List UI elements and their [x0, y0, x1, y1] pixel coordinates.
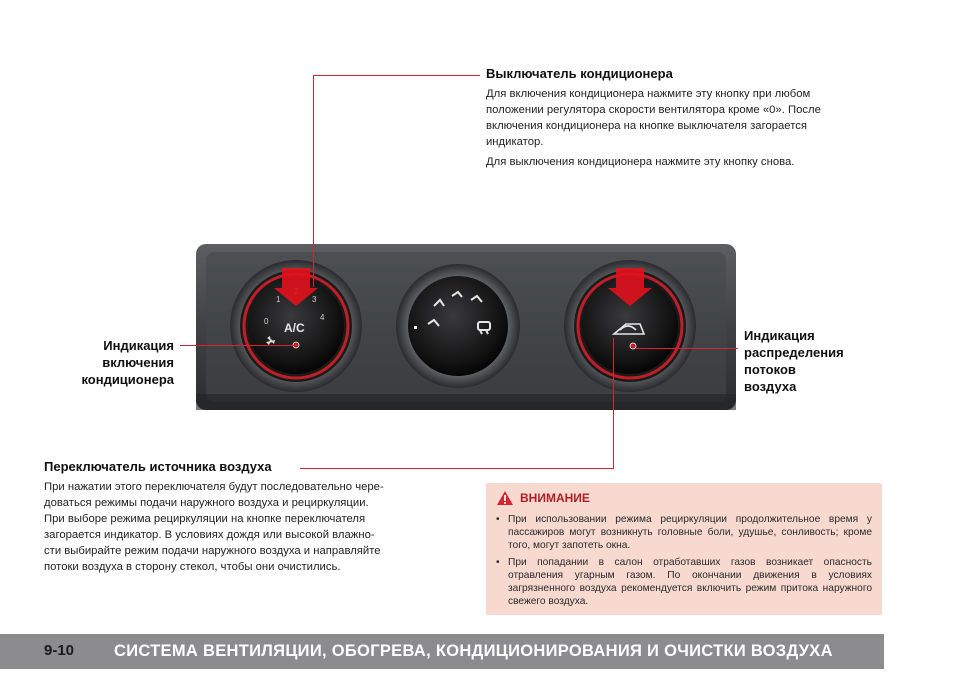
- fan-scale-4: 4: [320, 313, 325, 322]
- warning-item: • При использовании режима рециркуляции продолжительное время у пассажиров могут возникнуть головные боли, удушье, сонливость; кроме того, могут запотеть окна.: [494, 513, 872, 552]
- callout-line-air-source-horizontal: [300, 468, 614, 469]
- warning-list: [494, 513, 872, 612]
- chapter-title: СИСТЕМА ВЕНТИЛЯЦИИ, ОБОГРЕВА, КОНДИЦИОНИРОВАНИЯ И ОЧИСТКИ ВОЗДУХА: [114, 642, 833, 660]
- text-line: загорается индикатор. В условиях дождя или высокой влажно-: [44, 529, 375, 541]
- warning-item: • При попадании в салон отработавших газов возникает опасность отравления угарным газом. По окончании движения в условиях загрязненного воздуха рекомендуется включить режим притока наружного свежего воздуха.: [494, 556, 872, 608]
- text-line: При нажатии этого переключателя будут последовательно чере-: [44, 481, 384, 493]
- label-line: Индикация: [744, 328, 815, 343]
- flow-indicator-label: [744, 327, 884, 395]
- ac-indicator-label: [40, 337, 174, 388]
- text-line: включения кондиционера на кнопке выключателя загорается: [486, 120, 808, 132]
- text-line: доваться режимы подачи наружного воздуха и рециркуляции.: [44, 497, 369, 509]
- ac-switch-description: [486, 86, 882, 170]
- warning-box: [486, 483, 882, 615]
- text-line: Для выключения кондиционера нажмите эту кнопку снова.: [486, 156, 795, 168]
- text-line: положении регулятора скорости вентилятора кроме «0». После: [486, 104, 821, 116]
- callout-line-flow-indicator: [636, 348, 738, 349]
- warning-header: [496, 490, 590, 506]
- air-source-description: [44, 479, 440, 575]
- label-line: Индикация: [103, 338, 174, 353]
- fan-scale-0: 0: [264, 317, 269, 326]
- callout-line-ac-indicator: [180, 345, 296, 346]
- text-line: индикатор.: [486, 136, 544, 148]
- page-footer: [0, 634, 884, 669]
- text-line: сти выбирайте режим подачи наружного воздуха и направляйте: [44, 545, 381, 557]
- fan-scale-1: 1: [276, 295, 281, 304]
- label-line: включения: [102, 355, 174, 370]
- callout-line-ac-switch-vertical: [313, 75, 314, 287]
- label-line: распределения: [744, 345, 844, 360]
- warning-icon: [496, 490, 514, 506]
- page-number: 9-10: [44, 642, 75, 659]
- ac-button-label[interactable]: A/C: [284, 321, 305, 335]
- text-line: потоки воздуха в сторону стекол, чтобы они очистились.: [44, 561, 341, 573]
- text-line: Для включения кондиционера нажмите эту кнопку при любом: [486, 88, 811, 100]
- air-source-title: Переключатель источника воздуха: [44, 459, 272, 474]
- label-line: потоков: [744, 362, 796, 377]
- callout-line-ac-switch-horizontal: [313, 75, 480, 76]
- label-line: воздуха: [744, 379, 797, 394]
- label-line: кондиционера: [81, 372, 174, 387]
- callout-line-air-source-vertical: [613, 338, 614, 469]
- climate-control-panel-image: [196, 244, 736, 410]
- ac-switch-title: Выключатель кондиционера: [486, 66, 673, 81]
- air-source-indicator: [414, 326, 417, 329]
- warning-title: ВНИМАНИЕ: [520, 491, 590, 505]
- fan-scale-3: 3: [312, 295, 317, 304]
- text-line: При выборе режима рециркуляции на кнопке переключателя: [44, 513, 366, 525]
